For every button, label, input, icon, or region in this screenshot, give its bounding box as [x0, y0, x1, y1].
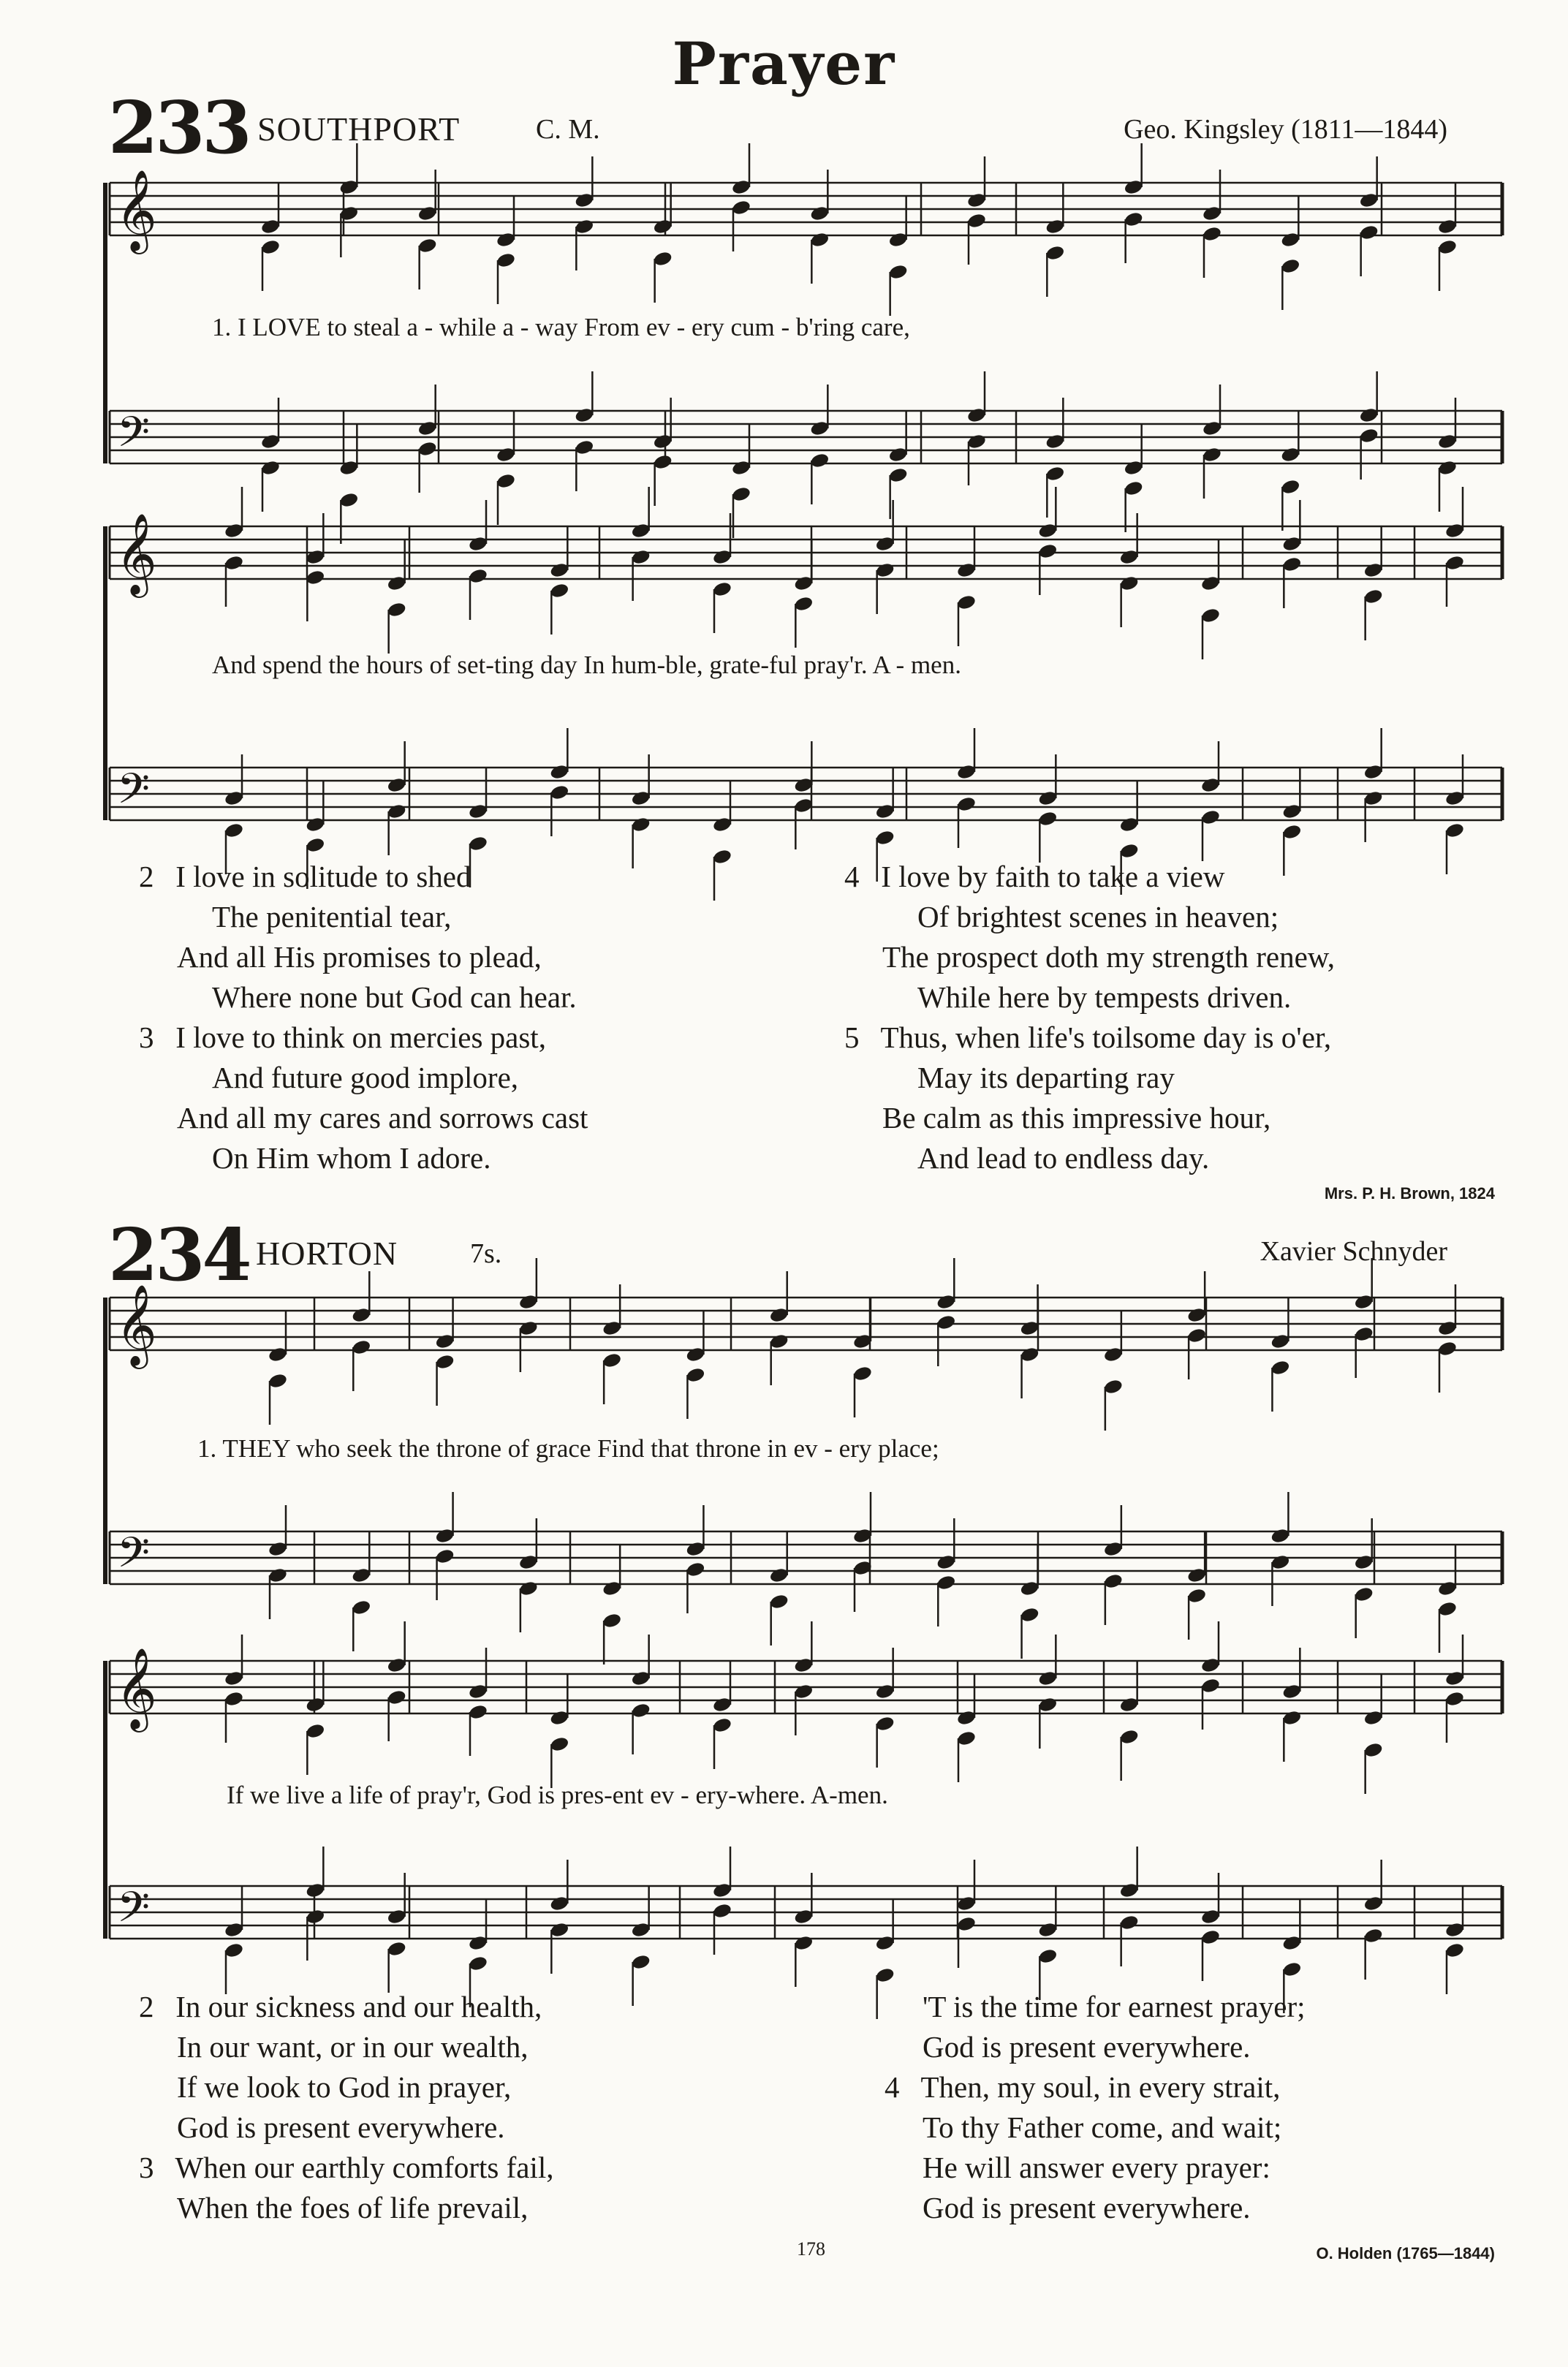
verse-line: 3 When our earthly comforts fail,	[139, 2151, 554, 2184]
hymn-233-lyric-line-1: 1. I LOVE to steal a - while a - way From ev - ery cum - b'ring care,	[212, 313, 910, 341]
hymn-234-verses-left	[139, 1987, 554, 2228]
verse-line: On Him whom I adore.	[212, 1141, 491, 1175]
verse-line: And lead to endless day.	[917, 1141, 1210, 1175]
verse-line: 4 I love by faith to take a view	[844, 860, 1225, 893]
verse-line: If we look to God in prayer,	[177, 2070, 512, 2104]
verse-line: 2 I love in solitude to shed	[139, 860, 471, 893]
hymn-234-meter: 7s.	[470, 1238, 502, 1269]
hymn-233-number: 233	[108, 86, 249, 170]
treble-clef: 𝄞	[115, 1647, 157, 1729]
verse-line: While here by tempests driven.	[917, 980, 1292, 1014]
verse-line: God is present everywhere.	[923, 2030, 1251, 2064]
verse-line: God is present everywhere.	[923, 2191, 1251, 2224]
bass-clef: 𝄢	[117, 407, 151, 467]
verse-line: 4 Then, my soul, in every strait,	[885, 2070, 1281, 2104]
verse-line: 2 In our sickness and our health,	[139, 1990, 542, 2023]
hymn-233-composer: Geo. Kingsley (1811—1844)	[1124, 114, 1447, 145]
hymn-234-tune: HORTON	[256, 1235, 398, 1272]
verse-line: Be calm as this impressive hour,	[882, 1101, 1271, 1135]
verse-line: God is present everywhere.	[177, 2110, 505, 2144]
verse-line: The prospect doth my strength renew,	[882, 940, 1336, 974]
verse-line: 'T is the time for earnest prayer;	[923, 1990, 1306, 2023]
hymn-233-verses-left	[139, 857, 588, 1178]
verse-line: Where none but God can hear.	[212, 980, 577, 1014]
hymn-234-composer: Xavier Schnyder	[1260, 1236, 1447, 1267]
hymn-233-meter: C. M.	[536, 114, 600, 145]
verse-line: In our want, or in our wealth,	[177, 2030, 529, 2064]
verse-line: He will answer every prayer:	[923, 2151, 1270, 2184]
verse-line: The penitential tear,	[212, 900, 452, 933]
hymn-234-lyric-line-2: If we live a life of pray'r, God is pres-ent ev - ery-where. A-men.	[227, 1781, 888, 1809]
verse-line: And all my cares and sorrows cast	[177, 1101, 588, 1135]
verse-line: And future good implore,	[212, 1061, 519, 1094]
verse-line: To thy Father come, and wait;	[923, 2110, 1282, 2144]
hymn-234-number: 234	[108, 1213, 249, 1298]
hymn-234-lyric-line-1: 1. THEY who seek the throne of grace Find that throne in ev - ery place;	[197, 1434, 939, 1463]
verse-line: 3 I love to think on mercies past,	[139, 1020, 546, 1054]
hymn-233-verses-right	[844, 857, 1335, 1178]
treble-clef: 𝄞	[115, 1284, 157, 1366]
treble-clef: 𝄞	[115, 169, 157, 251]
section-title: Prayer	[672, 29, 896, 98]
verse-line: And all His promises to plead,	[177, 940, 542, 974]
page-number: 178	[797, 2238, 825, 2260]
verse-line: May its departing ray	[917, 1061, 1175, 1094]
hymn-233-tune: SOUTHPORT	[257, 110, 461, 148]
hymn-234-author: O. Holden (1765—1844)	[1316, 2244, 1495, 2262]
hymn-234-verses-right	[885, 1987, 1306, 2228]
verse-line: 5 Thus, when life's toilsome day is o'er,	[844, 1020, 1332, 1054]
verse-line: When the foes of life prevail,	[177, 2191, 529, 2224]
bass-clef: 𝄢	[117, 1882, 151, 1942]
hymn-233-lyric-line-2: And spend the hours of set-ting day In hum-ble, grate-ful pray'r. A - men.	[212, 651, 961, 679]
treble-clef: 𝄞	[115, 512, 157, 594]
hymn-233-author: Mrs. P. H. Brown, 1824	[1324, 1184, 1495, 1203]
verse-line: Of brightest scenes in heaven;	[917, 900, 1279, 933]
bass-clef: 𝄢	[117, 1528, 151, 1588]
bass-clef: 𝄢	[117, 764, 151, 824]
